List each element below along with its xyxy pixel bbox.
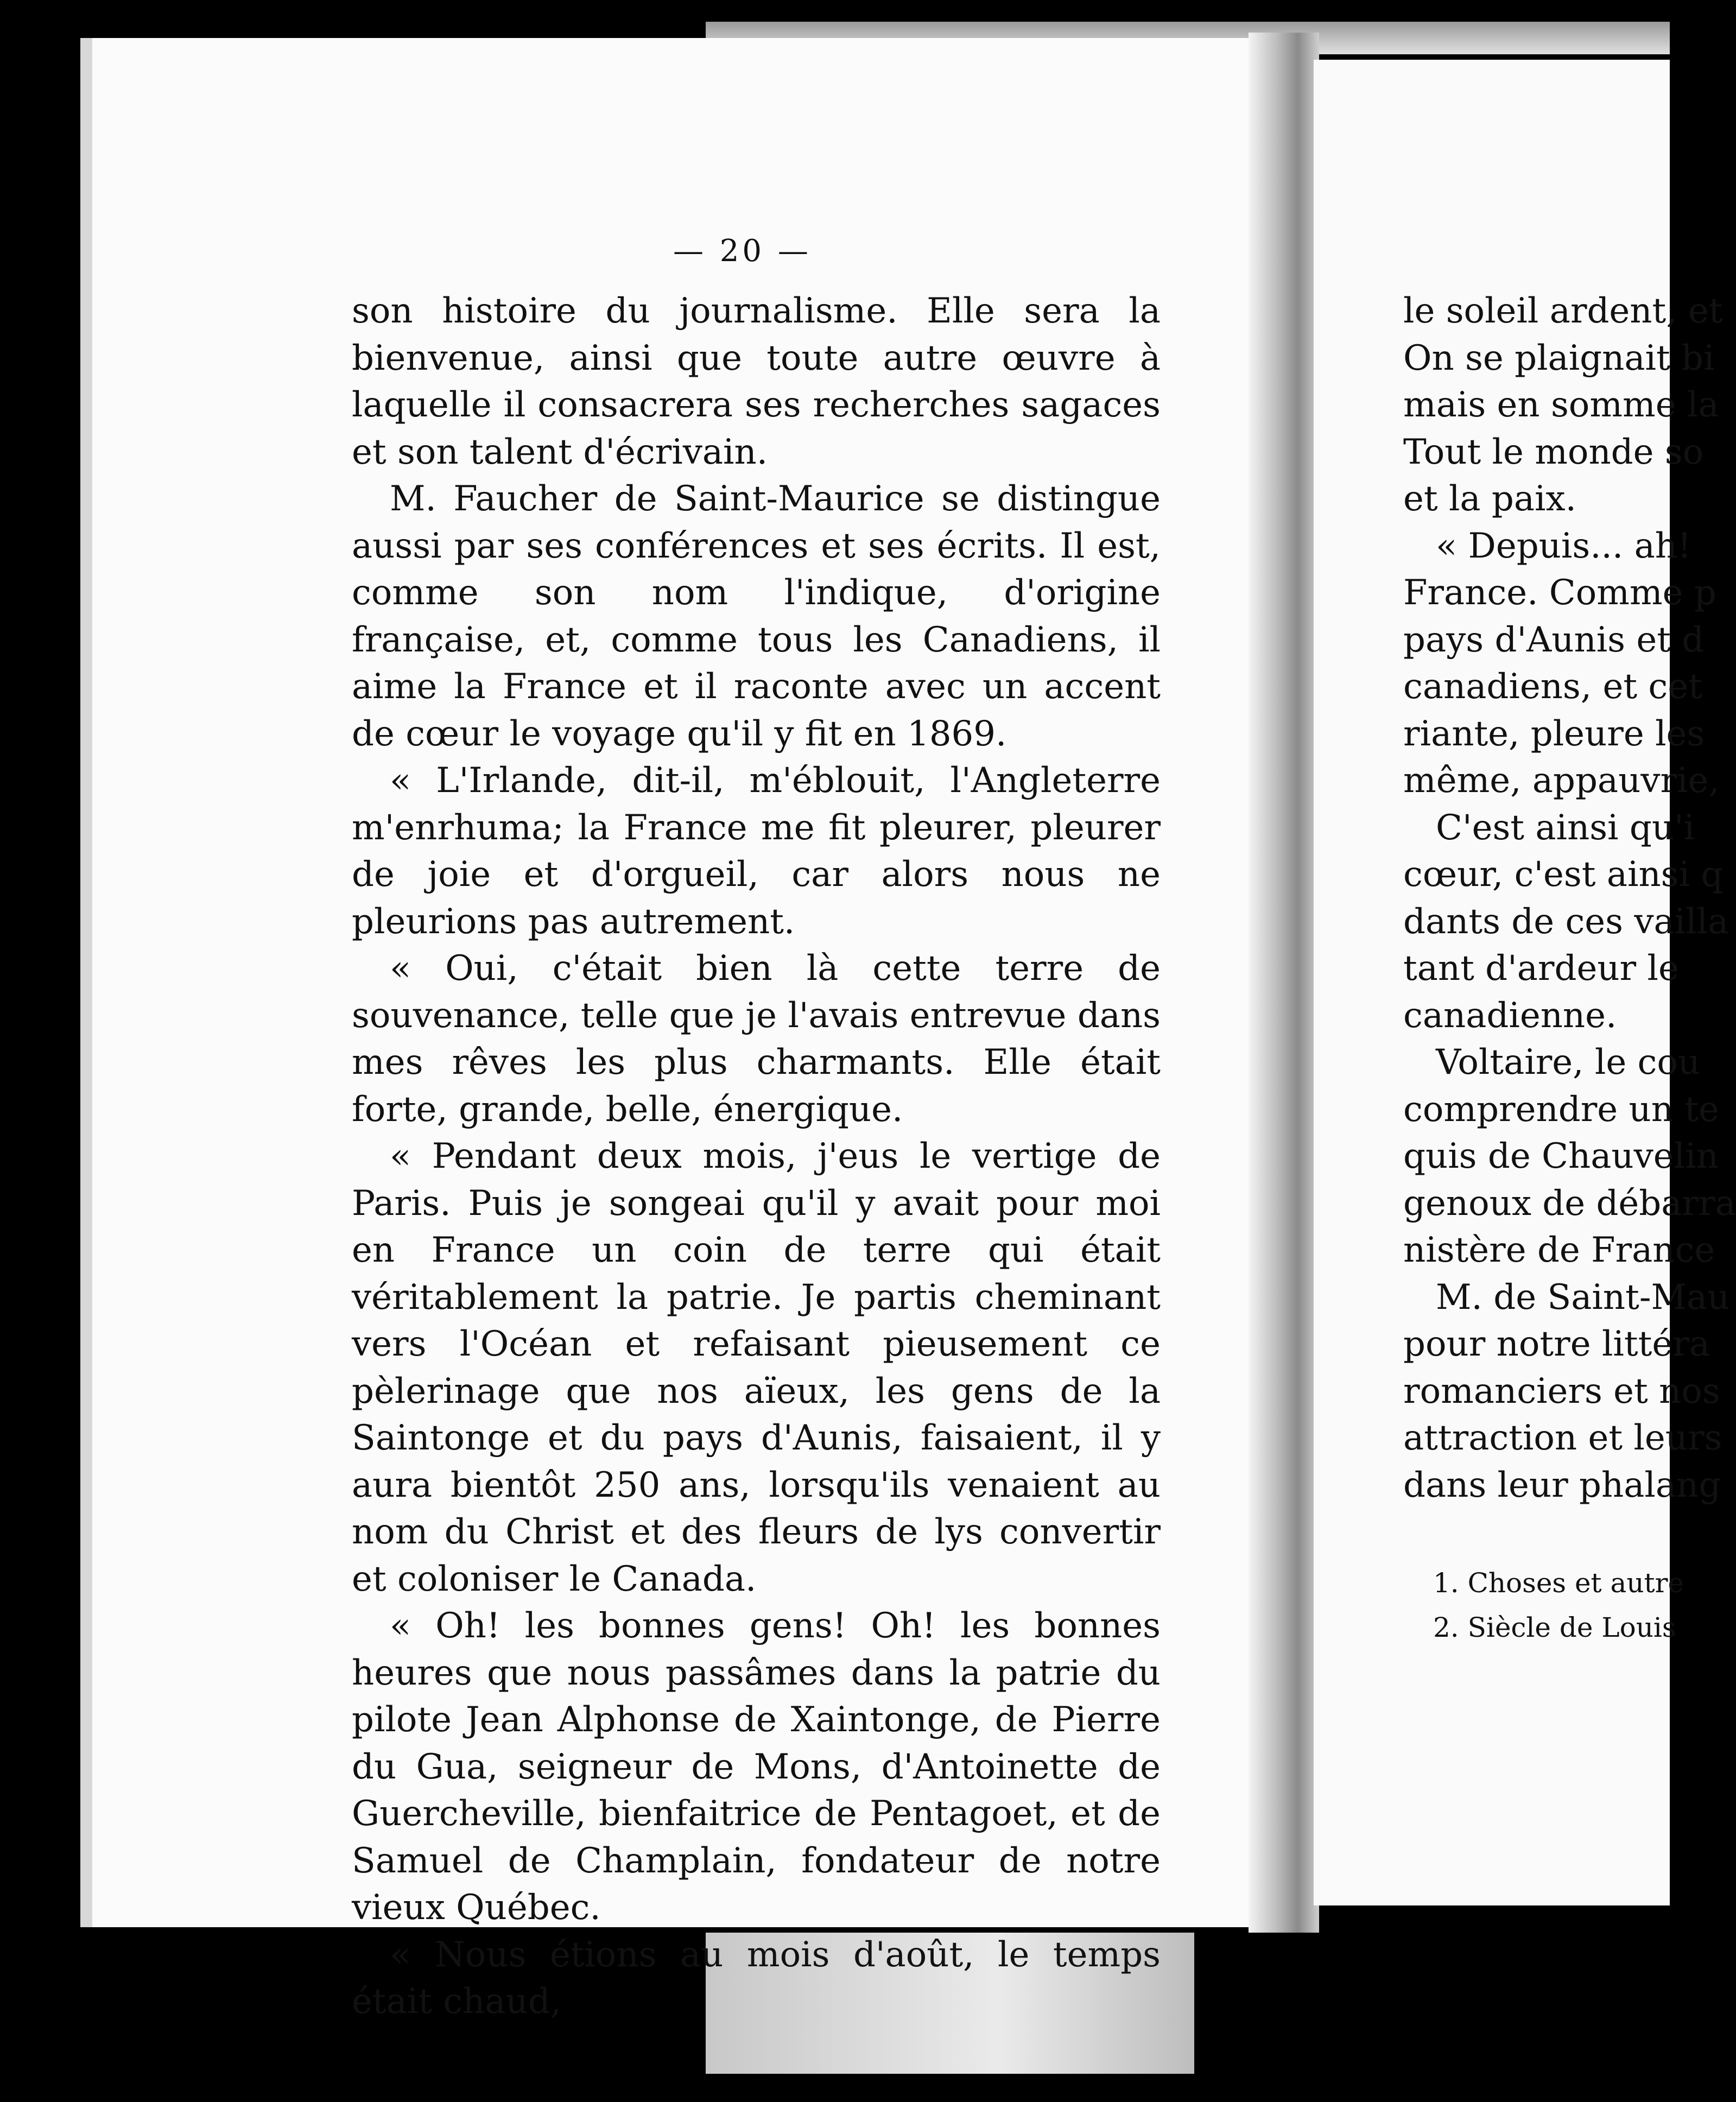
text-line: tant d'ardeur le: [1403, 948, 1679, 989]
text-line: On se plaignait bi: [1403, 338, 1715, 378]
right-page-text: [1403, 288, 1736, 1509]
text-line: romanciers et nos: [1403, 1371, 1720, 1411]
paragraph: « Nous étions au mois d'août, le temps était chaud,: [352, 1934, 1161, 2022]
text-line: même, appauvrie,: [1403, 761, 1720, 801]
text-line: dants de ces vailla: [1403, 901, 1729, 942]
text-line: canadiens, et cet: [1403, 667, 1702, 707]
text-line: genoux de débarra: [1403, 1183, 1736, 1224]
text-line: cœur, c'est ainsi q: [1403, 854, 1724, 895]
paragraph: son histoire du journalisme. Elle sera la bienvenue, ainsi que toute autre œuvre à laquelle il consacrera ses recherches sagaces et son talent d'écrivain.: [352, 291, 1161, 472]
text-line: et la paix.: [1403, 479, 1576, 519]
paragraph: « Oui, c'était bien là cette terre de souvenance, telle que je l'avais entrevue dans mes rêves les plus charmants. Elle était forte, grande, belle, énergique.: [352, 948, 1161, 1130]
text-line: attraction et leurs: [1403, 1418, 1722, 1458]
paragraph: « Pendant deux mois, j'eus le vertige de Paris. Puis je songeai qu'il y avait pour moi en France un coin de terre qui était véritablement la patrie. Je partis cheminant vers l'Océan et refaisant pieusement ce pèlerinage que nos aïeux, les gens de la Saintonge et du pays d'Aunis, faisaient, il y aura bientôt 250 ans, lorsqu'ils venaient au nom du Christ et des fleurs de lys convertir et coloniser le Canada.: [352, 1136, 1161, 1599]
text-line: C'est ainsi qu'i: [1436, 807, 1695, 848]
footnote: 2. Siècle de Louis: [1433, 1612, 1676, 1643]
page-number: — 20 —: [673, 233, 812, 269]
text-line: France. Comme p: [1403, 573, 1716, 613]
paragraph: « Oh! les bonnes gens! Oh! les bonnes heures que nous passâmes dans la patrie du pilote Jean Alphonse de Xaintonge, de Pierre du Gua, seigneur de Mons, d'Antoinette de Guercheville, bienfaitrice de Pentagoet, et de Samuel de Champlain, fondateur de notre vieux Québec.: [352, 1606, 1161, 1928]
footnotes: [1433, 1561, 1684, 1650]
text-line: comprendre un te: [1403, 1089, 1719, 1130]
paragraph: « L'Irlande, dit-il, m'éblouit, l'Angleterre m'enrhuma; la France me fit pleurer, pleurer de joie et d'orgueil, car alors nous ne pleurions pas autrement.: [352, 761, 1161, 942]
text-line: le soleil ardent, et: [1403, 291, 1723, 331]
text-line: pays d'Aunis et d: [1403, 619, 1705, 660]
text-line: dans leur phalang: [1403, 1465, 1721, 1505]
text-line: M. de Saint-Mau: [1436, 1277, 1730, 1318]
text-line: quis de Chauvelin: [1403, 1136, 1719, 1176]
paragraph: M. Faucher de Saint-Maurice se distingue aussi par ses conférences et ses écrits. Il est, comme son nom l'indique, d'origine française, et, comme tous les Canadiens, il aime la France et il raconte avec un accent de cœur le voyage qu'il y fit en 1869.: [352, 479, 1161, 754]
footnote: 1. Choses et autre: [1433, 1567, 1684, 1599]
text-line: Tout le monde so: [1403, 432, 1704, 472]
text-line: « Depuis... ah!: [1436, 526, 1691, 566]
page-gutter: [1249, 33, 1319, 1933]
text-line: nistère de France: [1403, 1230, 1715, 1270]
text-line: canadienne.: [1403, 995, 1617, 1036]
left-page-text: [352, 288, 1161, 2025]
text-line: mais en somme la: [1403, 385, 1719, 425]
text-line: riante, pleure les: [1403, 713, 1705, 754]
text-line: pour notre littéra: [1403, 1324, 1710, 1364]
text-line: Voltaire, le cou: [1436, 1042, 1701, 1082]
